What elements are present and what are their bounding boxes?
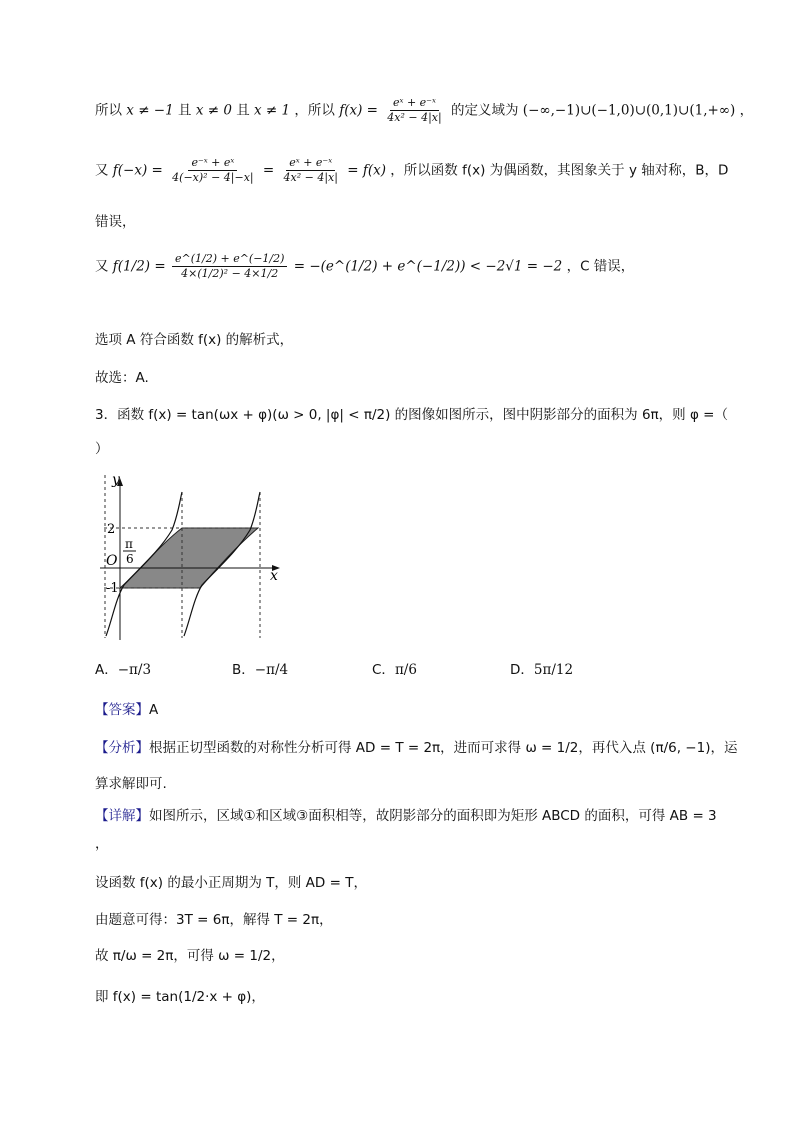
- fraction: [172, 252, 287, 281]
- fraction: [384, 96, 444, 125]
- fraction: [169, 156, 256, 185]
- fraction: [281, 156, 341, 185]
- math: x ≠ 1: [254, 102, 291, 119]
- x-axis-label: x: [270, 568, 278, 584]
- tick-neg1: -1: [106, 581, 119, 596]
- text-line: 选项 A 符合函数 f(x) 的解析式，: [95, 332, 294, 348]
- analysis-tag: 【分析】: [95, 740, 149, 756]
- analysis-line: [95, 736, 737, 756]
- text: 且: [236, 102, 250, 119]
- step-1: 设函数 f(x) 的最小正周期为 T，则 AD = T，: [95, 875, 367, 891]
- math: (−∞,−1)∪(−1,0)∪(0,1)∪(1,+∞): [522, 102, 736, 119]
- origin-label: O: [106, 553, 118, 569]
- question-3: 3．函数 f(x) = tan(ωx + φ)(ω > 0, |φ| < π/2) 的图像如图所示，图中阴影部分的面积为 6π，则 φ =（: [95, 407, 728, 423]
- option-label: D．: [510, 662, 534, 678]
- numerator: eˣ + e⁻ˣ: [286, 156, 335, 171]
- math: =: [262, 162, 275, 179]
- text: ，C 错误，: [566, 258, 635, 275]
- math: = −(e^(1/2) + e^(−1/2)) < −2√1 = −2: [293, 258, 563, 275]
- math: f(−x) =: [112, 162, 163, 179]
- step-2: 由题意可得：3T = 6π，解得 T = 2π，: [95, 912, 333, 928]
- text-line: 错误，: [95, 214, 136, 230]
- math: x ≠ 0: [195, 102, 232, 119]
- text: 且: [178, 102, 192, 119]
- option-value: −π/4: [254, 662, 289, 678]
- tick-2: 2: [107, 522, 116, 537]
- denominator: 4x² − 4|x|: [283, 171, 338, 184]
- text: 又: [95, 162, 109, 179]
- detail-text: 如图所示，区域①和区域③面积相等，故阴影部分的面积即为矩形 ABCD 的面积，可得 AB = 3: [149, 808, 717, 824]
- text: 所以: [95, 102, 122, 119]
- detail-line: [95, 804, 717, 824]
- answer-tag: 【答案】: [95, 702, 149, 718]
- math: f(x) =: [339, 102, 378, 119]
- detail-text-2: ，: [95, 836, 109, 852]
- shaded-region: [120, 528, 258, 588]
- math: x ≠ −1: [126, 102, 174, 119]
- option-label: A．: [95, 662, 118, 678]
- text: ，所以函数 f(x) 为偶函数，其图象关于 y 轴对称，B，D: [390, 162, 729, 179]
- line-even: [95, 156, 728, 185]
- analysis-text-2: 算求解即可.: [95, 776, 167, 792]
- line-domain: [95, 96, 753, 125]
- y-axis-label: y: [112, 472, 120, 488]
- math: = f(x): [347, 162, 386, 179]
- option-a[interactable]: [95, 658, 151, 678]
- denominator: 4×(1/2)² − 4×1/2: [181, 267, 279, 280]
- numerator: e⁻ˣ + eˣ: [188, 156, 237, 171]
- option-b[interactable]: [232, 658, 288, 678]
- numerator: eˣ + e⁻ˣ: [390, 96, 439, 111]
- denominator: 4x² − 4|x|: [387, 111, 442, 124]
- detail-tag: 【详解】: [95, 808, 149, 824]
- option-d[interactable]: [510, 658, 573, 678]
- tick-pi6-num: π: [125, 537, 133, 551]
- option-label: C．: [372, 662, 395, 678]
- denominator: 4(−x)² − 4|−x|: [172, 171, 254, 184]
- math: f(1/2) =: [112, 258, 166, 275]
- text: 又: [95, 258, 109, 275]
- line-c-wrong: [95, 252, 634, 281]
- option-value: π/6: [394, 662, 417, 678]
- tick-pi6-den: 6: [126, 552, 134, 566]
- text: ，: [739, 102, 754, 119]
- answer-value: A: [149, 702, 159, 718]
- option-value: 5π/12: [533, 662, 574, 678]
- analysis-text: 根据正切型函数的对称性分析可得 AD = T = 2π，进而可求得 ω = 1/2，再代入点 (π/6, −1)，运: [149, 740, 738, 756]
- text: 的定义域为: [451, 102, 519, 119]
- text-line: 故选：A.: [95, 370, 149, 386]
- option-value: −π/3: [117, 662, 152, 678]
- option-label: B．: [232, 662, 255, 678]
- step-4: 即 f(x) = tan(1/2·x + φ)，: [95, 989, 265, 1005]
- tangent-graph: [100, 470, 300, 642]
- text: ，所以: [294, 102, 335, 119]
- option-c[interactable]: [372, 658, 417, 678]
- numerator: e^(1/2) + e^(−1/2): [172, 252, 287, 267]
- step-3: 故 π/ω = 2π，可得 ω = 1/2，: [95, 948, 285, 964]
- question-3-close: ）: [95, 441, 109, 457]
- answer-line: [95, 698, 158, 718]
